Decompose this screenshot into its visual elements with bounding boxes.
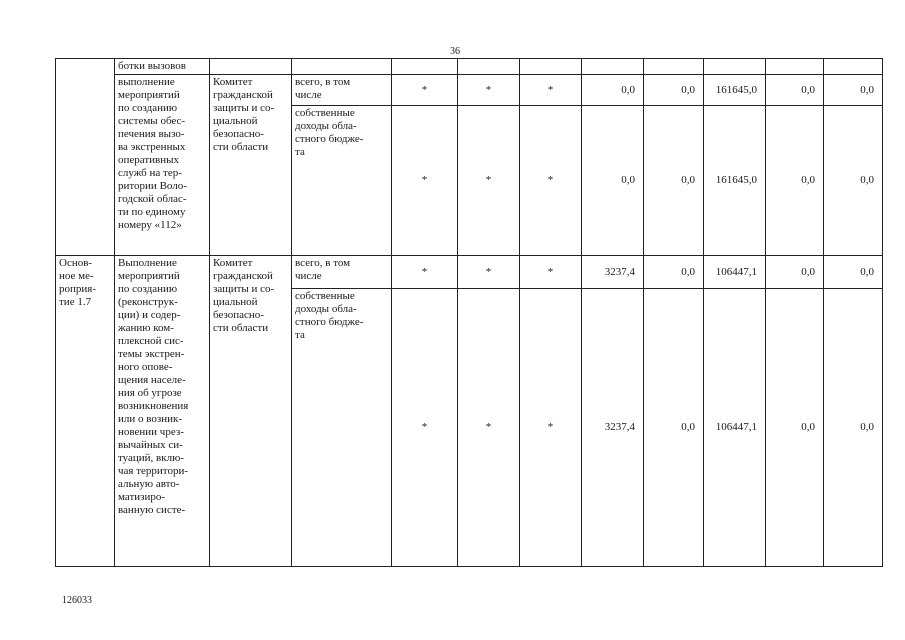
value-cell: 0,0: [766, 256, 824, 289]
value-cell: *: [392, 289, 458, 567]
program-table: [55, 58, 883, 567]
document-code: 126033: [62, 595, 92, 606]
executor-cell: Комитет гражданской защиты и со- циальной безопасно- сти области: [210, 256, 292, 567]
value-cell: 106447,1: [704, 289, 766, 567]
value-cell: 0,0: [644, 75, 704, 106]
value-cell: *: [392, 75, 458, 106]
value-cell: *: [392, 106, 458, 256]
page-number: 36: [450, 46, 460, 57]
table-row: [56, 75, 883, 106]
value-cell: *: [392, 256, 458, 289]
value-cell: 0,0: [644, 256, 704, 289]
event-cell: Основ- ное ме- роприя- тие 1.7: [56, 256, 115, 567]
value-cell: *: [458, 256, 520, 289]
description-cell: выполнение мероприятий по созданию системы обес- печения вызо- ва экстренных оперативных служб на тер- ритории Воло- годской облас- ти по единому номеру «112»: [115, 75, 210, 256]
table-row: [56, 59, 883, 75]
value-cell: *: [520, 106, 582, 256]
funding-own-label: собственные доходы обла- стного бюдже- та: [292, 289, 392, 567]
value-cell: 0,0: [824, 289, 883, 567]
funding-total-label: всего, в том числе: [292, 256, 392, 289]
value-cell: 0,0: [824, 106, 883, 256]
value-cell: *: [520, 75, 582, 106]
executor-cell: Комитет гражданской защиты и со- циальной безопасно- сти области: [210, 75, 292, 256]
event-cell-empty: [56, 59, 115, 256]
value-cell: 0,0: [582, 75, 644, 106]
value-cell: 0,0: [582, 106, 644, 256]
value-cell: *: [458, 289, 520, 567]
value-cell: 161645,0: [704, 106, 766, 256]
description-cell: Выполнение мероприятий по созданию (реконструк- ции) и содер- жанию ком- плексной сис- темы экстрен- ного опове- щения населе- ния об угрозе возникновения или о возник- новении чрез- вычайных си- туаций, вклю- чая территори- альную авто- матизиро- ванную систе-: [115, 256, 210, 567]
description-fragment: ботки вызовов: [115, 59, 210, 75]
value-cell: 3237,4: [582, 289, 644, 567]
value-cell: 0,0: [644, 289, 704, 567]
value-cell: 0,0: [824, 75, 883, 106]
value-cell: 0,0: [644, 106, 704, 256]
value-cell: 0,0: [824, 256, 883, 289]
value-cell: *: [458, 75, 520, 106]
value-cell: *: [458, 106, 520, 256]
value-cell: 3237,4: [582, 256, 644, 289]
table-row: [56, 256, 883, 289]
value-cell: *: [520, 289, 582, 567]
value-cell: 106447,1: [704, 256, 766, 289]
value-cell: 0,0: [766, 75, 824, 106]
value-cell: 161645,0: [704, 75, 766, 106]
funding-total-label: всего, в том числе: [292, 75, 392, 106]
value-cell: *: [520, 256, 582, 289]
value-cell: 0,0: [766, 106, 824, 256]
value-cell: 0,0: [766, 289, 824, 567]
funding-own-label: собственные доходы обла- стного бюдже- та: [292, 106, 392, 256]
